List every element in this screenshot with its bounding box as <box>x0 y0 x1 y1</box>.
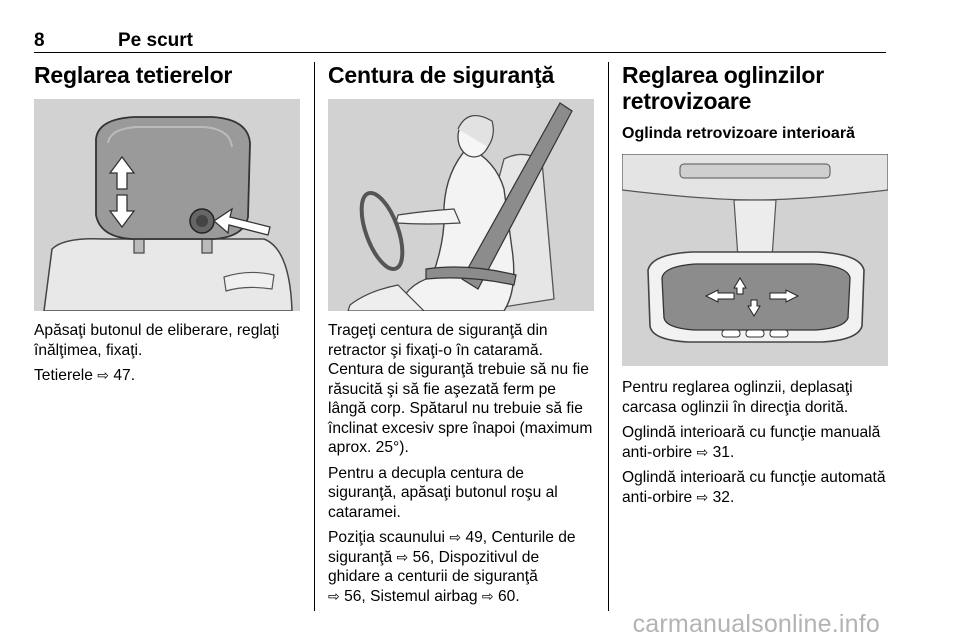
chapter-title: Pe scurt <box>118 30 193 51</box>
mirror-manual-reference: Oglindă interioară cu funcţie manuală anti-orbire ⇨ 31. <box>622 424 881 461</box>
page-ref-arrow-icon: ⇨ <box>396 548 409 565</box>
section-title: Reglarea tetierelor <box>34 62 233 88</box>
seatbelt-references: Poziţia scaunului ⇨ 49, Centurile de siguranţă ⇨ 56, Dispozitivul de ghidare a centurii de siguranţă ⇨ 56, Sistemul airbag ⇨ 60. <box>328 529 576 605</box>
seatbelt-illustration <box>328 99 594 311</box>
page-ref-link[interactable]: 56, Sistemul airbag <box>344 587 478 605</box>
page-ref-arrow-icon: ⇨ <box>97 367 110 383</box>
headrest-reference: Tetierele ⇨ 47. <box>34 367 136 384</box>
page-ref-arrow-icon: ⇨ <box>696 488 709 505</box>
page-header <box>34 30 886 53</box>
column-divider <box>314 62 315 611</box>
mirror-auto-reference: Oglindă interioară cu funcţie automată anti-orbire ⇨ 32. <box>622 469 886 506</box>
headrest-section <box>34 62 300 392</box>
page-ref-arrow-icon: ⇨ <box>328 587 340 604</box>
section-title: Reglarea oglinzilor retrovizoare <box>622 62 824 114</box>
section-title: Centura de siguranţă <box>328 62 555 88</box>
section-subtitle: Oglinda retrovizoare interioară <box>622 125 855 142</box>
page-number: 8 <box>34 30 45 51</box>
page-ref-link[interactable]: 47. <box>113 367 136 384</box>
page-ref-link[interactable]: 56, Dispozitivul de ghidare a centurii de siguranţă <box>328 548 540 585</box>
page-ref-link[interactable]: 60. <box>497 587 520 605</box>
page-ref-link[interactable]: 49, Centurile de siguranţă <box>328 529 576 566</box>
watermark: carmanualsonline.info <box>632 610 880 638</box>
mirror-section <box>622 62 888 513</box>
headrest-instructions: Apăsaţi butonul de eliberare, reglaţi înălţimea, fixaţi. <box>34 322 280 359</box>
page-ref-arrow-icon: ⇨ <box>481 587 494 604</box>
headrest-illustration <box>34 99 300 311</box>
column-divider <box>608 62 609 611</box>
page-ref-link[interactable]: 31. <box>712 443 735 461</box>
page-ref-link[interactable]: 32. <box>712 488 735 506</box>
mirror-illustration <box>622 154 888 366</box>
seatbelt-section <box>328 62 594 612</box>
page-ref-arrow-icon: ⇨ <box>696 443 709 460</box>
page-ref-arrow-icon: ⇨ <box>449 529 462 545</box>
seatbelt-release: Pentru a decupla centura de siguranţă, apăsaţi butonul roşu al cataramei. <box>328 464 558 521</box>
mirror-instructions: Pentru reglarea oglinzii, deplasaţi carcasa oglinzii în direcţia dorită. <box>622 379 853 416</box>
seatbelt-instructions: Trageţi centura de siguranţă din retractor şi fixaţi-o în cataramă. Centura de siguranţă trebuie să nu fie răsucită şi să fie aşezată ferm pe lângă corp. Spătarul nu trebuie să fie înclinat excesiv spre înapoi (maximum aprox. 25°). <box>328 322 593 456</box>
